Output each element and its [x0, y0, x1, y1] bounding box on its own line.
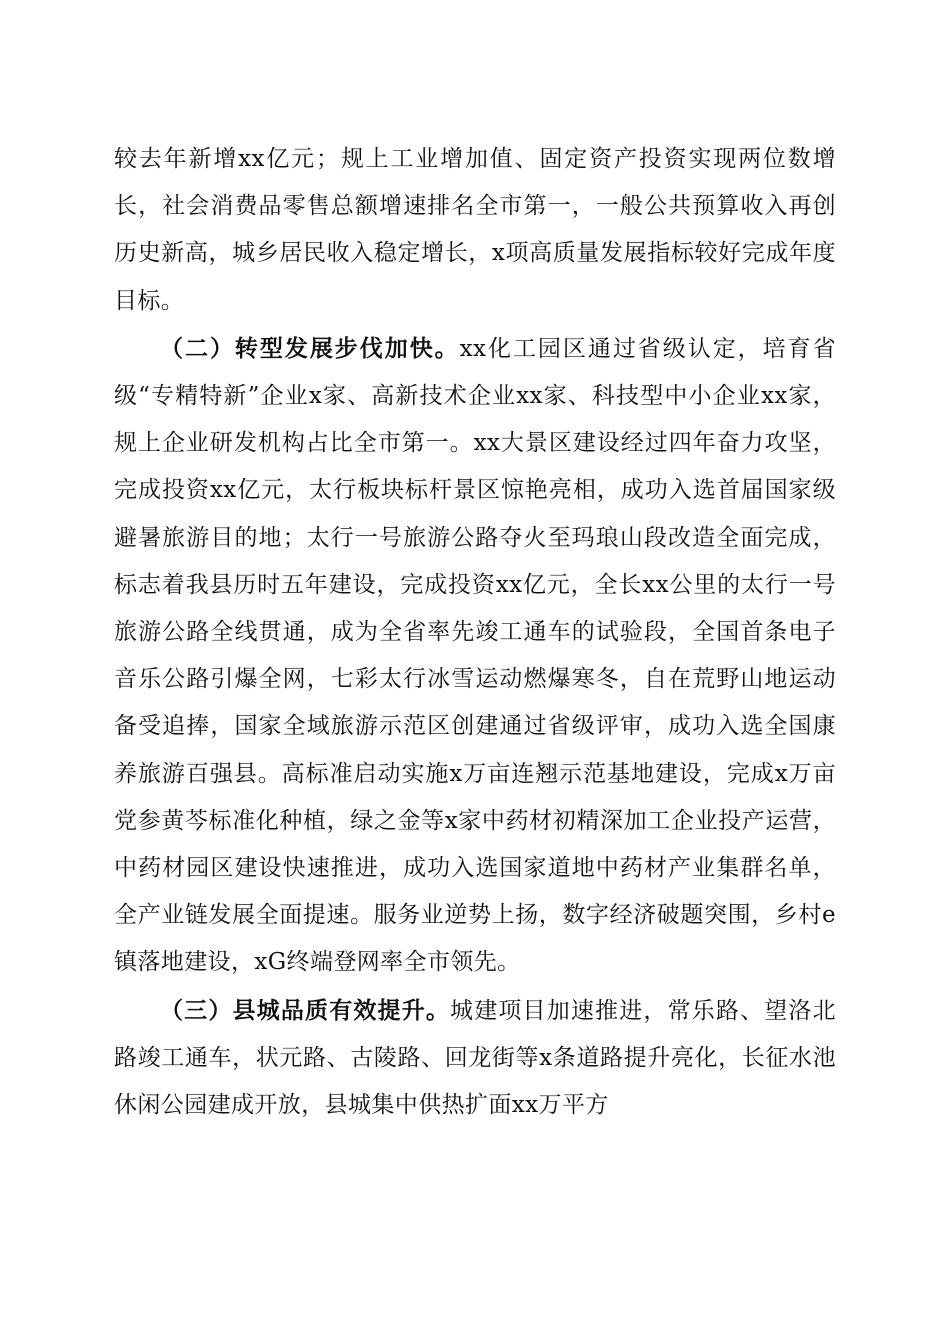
paragraph-3-body: 城建项目加速推进，常乐路、望洛北路竣工通车，状元路、古陵路、回龙街等x条道路提升亮化，长征水池休闲公园建成开放，县城集中供热扩面xx万平方	[114, 997, 836, 1119]
paragraph-3-heading: （三）县城品质有效提升。	[160, 996, 451, 1024]
paragraph-continuation	[114, 136, 836, 325]
paragraph-2-heading: （二）转型发展步伐加快。	[160, 334, 460, 362]
paragraph-2-body: xx化工园区通过省级认定，培育省级“专精特新”企业x家、高新技术企业xx家、科技型中小企业xx家，规上企业研发机构占比全市第一。xx大景区建设经过四年奋力攻坚，完成投资xx亿元，太行板块标杆景区惊艳亮相，成功入选首届国家级避暑旅游目的地；太行一号旅游公路夺火至玛琅山段改造全面完成，标志着我县历时五年建设，完成投资xx亿元，全长xx公里的太行一号旅游公路全线贯通，成为全省率先竣工通车的试验段，全国首条电子音乐公路引爆全网，七彩太行冰雪运动燃爆寒冬，自在荒野山地运动备受追捧，国家全域旅游示范区创建通过省级评审，成功入选全国康养旅游百强县。高标准启动实施x万亩连翘示范基地建设，完成x万亩党参黄芩标准化种植，绿之金等x家中药材初精深加工企业投产运营，中药材园区建设快速推进，成功入选国家道地中药材产业集群名单，全产业链发展全面提速。服务业逆势上扬，数字经济破题突围，乡村e镇落地建设，xG终端登网率全市领先。	[114, 335, 836, 976]
paragraph-county-quality	[114, 987, 836, 1130]
document-body	[114, 136, 836, 1129]
paragraph-1-body: 较去年新增xx亿元；规上工业增加值、固定资产投资实现两位数增长，社会消费品零售总额增速排名全市第一，一般公共预算收入再创历史新高，城乡居民收入稳定增长，x项高质量发展指标较好完成年度目标。	[114, 146, 836, 314]
paragraph-transformation	[114, 325, 836, 987]
